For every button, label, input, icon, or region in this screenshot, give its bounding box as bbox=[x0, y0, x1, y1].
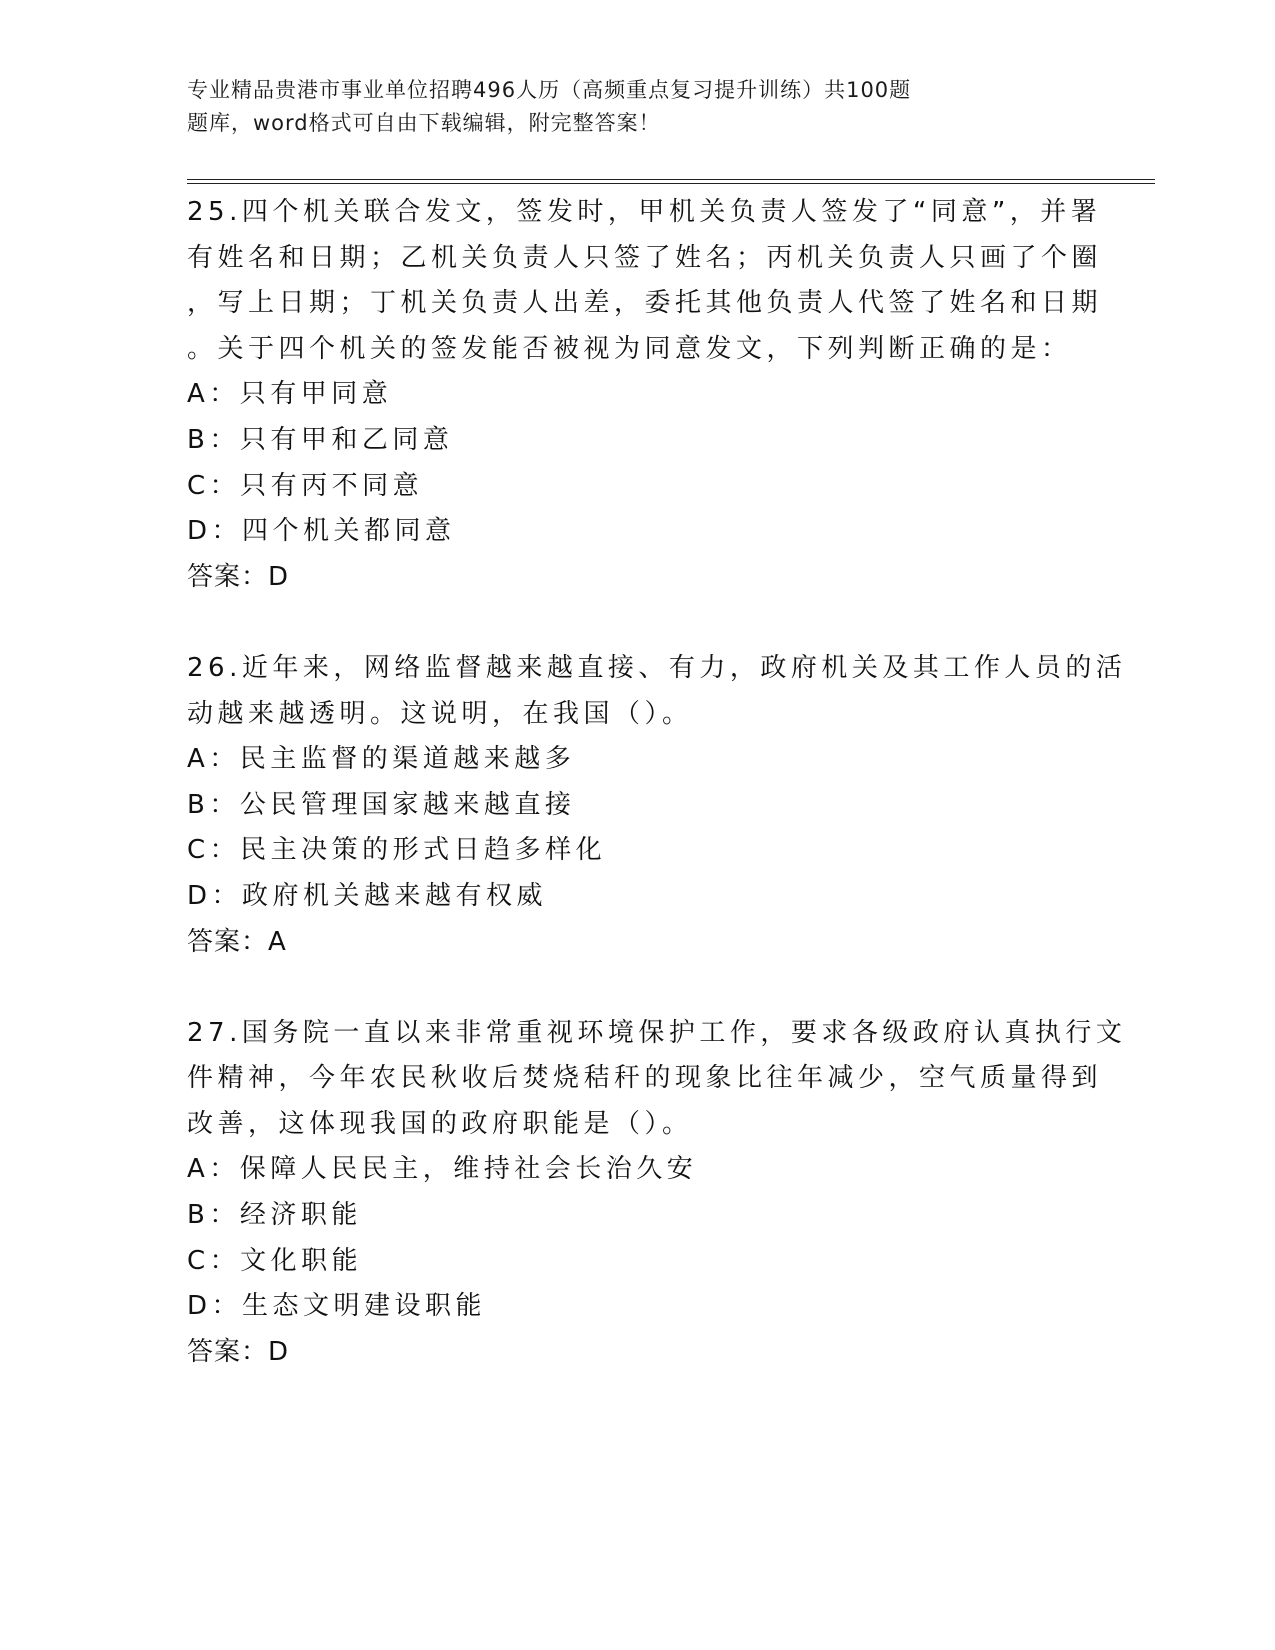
option-d: D：政府机关越来越有权威 bbox=[187, 880, 548, 911]
option-c: C：民主决策的形式日趋多样化 bbox=[187, 835, 607, 866]
option-c: C：只有丙不同意 bbox=[187, 470, 424, 501]
question-26 bbox=[187, 646, 1127, 965]
option-a: A：民主监督的渠道越来越多 bbox=[187, 744, 576, 775]
question-list bbox=[187, 190, 1127, 1375]
question-text-line: 25.四个机关联合发文，签发时，甲机关负责人签发了“同意”，并署 bbox=[187, 197, 1102, 227]
option-b: B：公民管理国家越来越直接 bbox=[187, 789, 576, 820]
question-text-line: 27.国务院一直以来非常重视环境保护工作，要求各级政府认真执行文 bbox=[187, 1017, 1127, 1048]
answer: 答案：D bbox=[187, 561, 290, 592]
question-spacer bbox=[187, 600, 1087, 646]
question-text-line: ，写上日期；丁机关负责人出差，委托其他负责人代签了姓名和日期 bbox=[187, 288, 1103, 319]
question-text-line: 。关于四个机关的签发能否被视为同意发文，下列判断正确的是： bbox=[187, 333, 1072, 364]
option-c: C：文化职能 bbox=[187, 1245, 363, 1276]
question-text-line: 动越来越透明。这说明，在我国（）。 bbox=[187, 698, 693, 729]
answer: 答案：D bbox=[187, 1336, 290, 1367]
header-line-1: 专业精品贵港市事业单位招聘496人历（高频重点复习提升训练）共100题 bbox=[187, 78, 912, 102]
header-divider-top bbox=[187, 179, 1155, 180]
question-25 bbox=[187, 190, 1103, 600]
header-divider-bottom bbox=[187, 183, 1155, 184]
option-d: D：四个机关都同意 bbox=[187, 516, 456, 547]
document-header bbox=[187, 74, 1067, 140]
header-line-2: 题库，word格式可自由下载编辑，附完整答案！ bbox=[187, 111, 661, 135]
question-text-line: 改善，这体现我国的政府职能是（）。 bbox=[187, 1108, 693, 1139]
question-spacer bbox=[187, 965, 1087, 1011]
question-text-line: 有姓名和日期；乙机关负责人只签了姓名；丙机关负责人只画了个圈 bbox=[187, 242, 1103, 273]
option-a: A：只有甲同意 bbox=[187, 379, 393, 410]
question-text-line: 件精神，今年农民秋收后焚烧秸秆的现象比往年减少，空气质量得到 bbox=[187, 1063, 1103, 1094]
option-b: B：经济职能 bbox=[187, 1200, 362, 1231]
answer: 答案：A bbox=[187, 926, 287, 957]
option-d: D：生态文明建设职能 bbox=[187, 1291, 487, 1322]
option-b: B：只有甲和乙同意 bbox=[187, 424, 454, 455]
question-text-line: 26.近年来，网络监督越来越直接、有力，政府机关及其工作人员的活 bbox=[187, 652, 1127, 683]
option-a: A：保障人民民主，维持社会长治久安 bbox=[187, 1154, 698, 1185]
question-27 bbox=[187, 1011, 1127, 1376]
